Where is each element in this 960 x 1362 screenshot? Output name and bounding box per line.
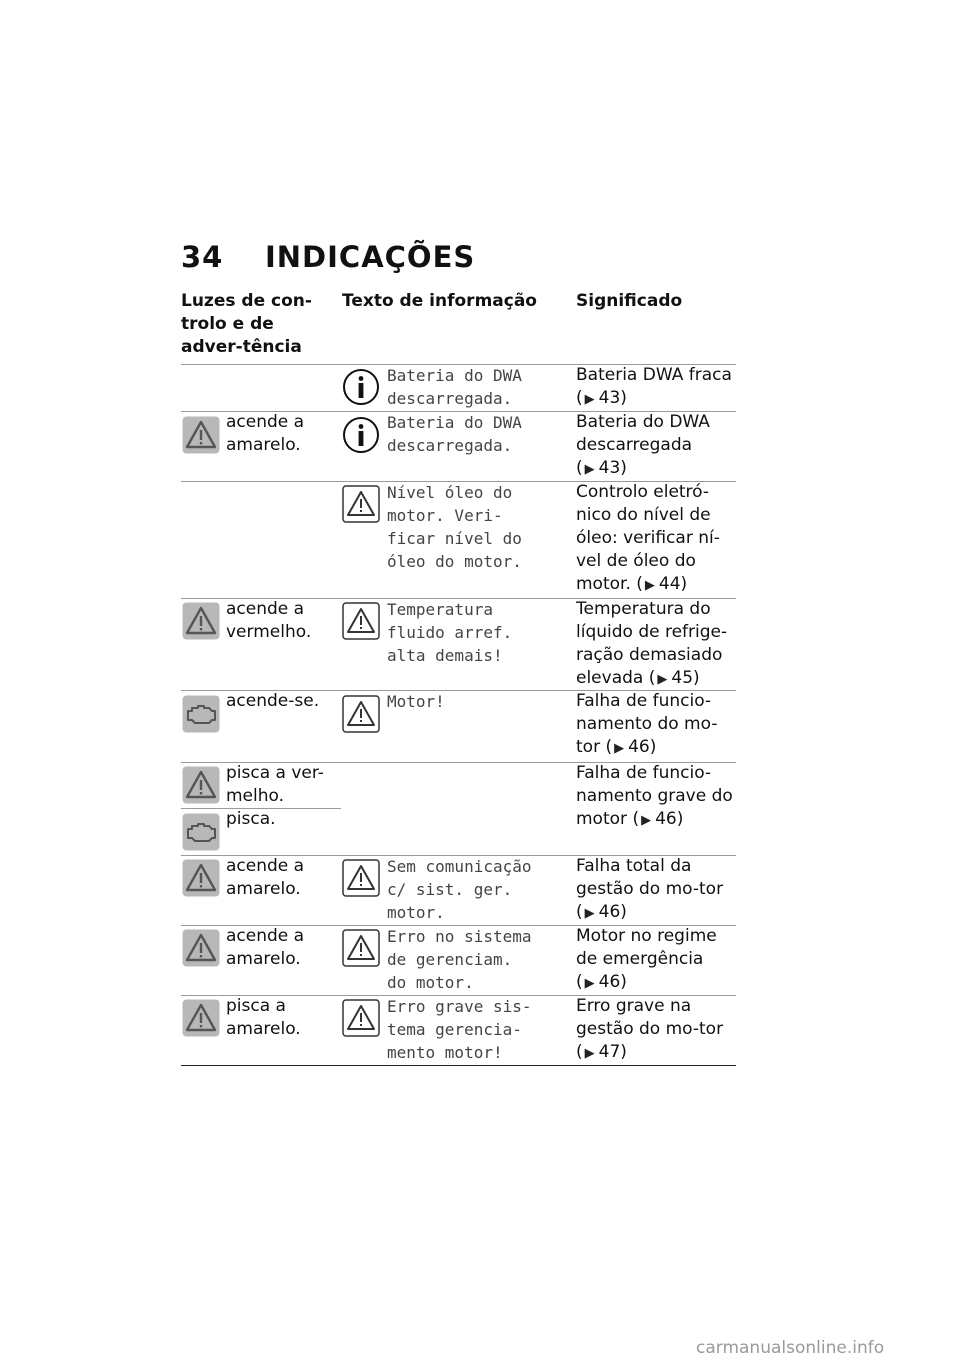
warning-yellow-icon	[182, 859, 220, 897]
page-number: 34	[181, 240, 224, 274]
light-text: acende a amarelo.	[226, 856, 305, 899]
warning-red-icon	[182, 602, 220, 640]
info-text: Motor!	[387, 692, 445, 711]
warning-triangle-icon	[342, 695, 380, 733]
header-lights: Luzes de con-trolo e de adver-tência	[181, 291, 312, 357]
page-reference: 43)	[598, 458, 627, 478]
info-text: Erro no sistema de gerenciam. do motor.	[387, 927, 532, 992]
warning-triangle-icon	[342, 929, 380, 967]
warning-triangle-icon	[342, 485, 380, 523]
info-text: Bateria do DWA descarregada.	[387, 366, 522, 408]
warning-yellow-icon	[182, 999, 220, 1037]
meaning-label: Motor no regime de emergência	[576, 926, 717, 969]
info-icon	[342, 368, 380, 406]
page-reference: 46)	[628, 737, 657, 757]
page-reference: 45)	[671, 668, 700, 688]
meaning-text: Bateria DWA fraca ( ▶ 43)	[576, 365, 732, 408]
light-text: pisca a amarelo.	[226, 996, 301, 1039]
warning-yellow-icon	[182, 416, 220, 454]
warning-triangle-icon	[342, 999, 380, 1037]
warning-triangle-icon	[342, 859, 380, 897]
meaning-label: Erro grave na gestão do mo-tor	[576, 996, 724, 1039]
info-text: Bateria do DWA descarregada.	[387, 413, 522, 455]
meaning-label: Falha de funcio-namento grave do motor	[576, 763, 733, 829]
engine-icon	[182, 813, 220, 851]
page-reference: 43)	[598, 388, 627, 408]
meaning-text: Temperatura do líquido de refrige-ração demasiado elevada ( ▶ 45)	[576, 599, 728, 688]
warning-triangle-icon	[342, 602, 380, 640]
header-meaning: Significado	[576, 291, 683, 311]
light-text: acende a amarelo.	[226, 412, 305, 455]
warning-yellow-icon	[182, 929, 220, 967]
page-reference: 47)	[598, 1042, 627, 1062]
meaning-label: Bateria do DWA descarregada	[576, 412, 710, 455]
light-text: acende-se.	[226, 691, 320, 711]
meaning-text: Controlo eletró-nico do nível de óleo: verificar ní-vel de óleo do motor. ( ▶ 44)	[576, 482, 720, 594]
page-reference: 46)	[655, 809, 684, 829]
info-text: Nível óleo do motor. Veri- ficar nível do óleo do motor.	[387, 483, 522, 571]
meaning-text: Falha de funcio-namento grave do motor ( ▶ 46)	[576, 763, 733, 829]
light-text: acende a vermelho.	[226, 599, 312, 642]
table-rule	[181, 1065, 736, 1066]
page-reference: 44)	[658, 574, 688, 594]
watermark-link[interactable]: carmanualsonline.info	[696, 1338, 885, 1358]
page-reference: 46)	[598, 902, 627, 922]
light-text: pisca.	[226, 809, 276, 829]
light-text: acende a amarelo.	[226, 926, 305, 969]
info-text: Temperatura fluido arref. alta demais!	[387, 600, 513, 665]
meaning-label: Bateria DWA fraca	[576, 365, 732, 385]
page-title	[181, 240, 475, 274]
meaning-label: Falha de funcio-namento do mo-tor	[576, 691, 718, 757]
info-text: Sem comunicação c/ sist. ger. motor.	[387, 857, 532, 922]
light-text: pisca a ver-melho.	[226, 763, 324, 806]
header-info-text: Texto de informação	[342, 291, 537, 311]
meaning-label: Controlo eletró-nico do nível de óleo: verificar ní-vel de óleo do motor.	[576, 482, 720, 594]
meaning-text: Falha total da gestão do mo-tor ( ▶ 46)	[576, 856, 724, 922]
info-icon	[342, 416, 380, 454]
meaning-label: Temperatura do líquido de refrige-ração demasiado elevada	[576, 599, 728, 688]
engine-icon	[182, 695, 220, 733]
meaning-text: Erro grave na gestão do mo-tor ( ▶ 47)	[576, 996, 724, 1062]
meaning-text: Falha de funcio-namento do mo-tor ( ▶ 46)	[576, 691, 718, 757]
warning-red-icon	[182, 766, 220, 804]
meaning-label: Falha total da gestão do mo-tor	[576, 856, 724, 899]
meaning-text: Bateria do DWA descarregada ( ▶ 43)	[576, 412, 710, 478]
info-text: Erro grave sis- tema gerencia- mento motor!	[387, 997, 532, 1062]
meaning-text: Motor no regime de emergência ( ▶ 46)	[576, 926, 717, 992]
page-reference: 46)	[598, 972, 627, 992]
section-title: INDICAÇÕES	[265, 240, 476, 274]
